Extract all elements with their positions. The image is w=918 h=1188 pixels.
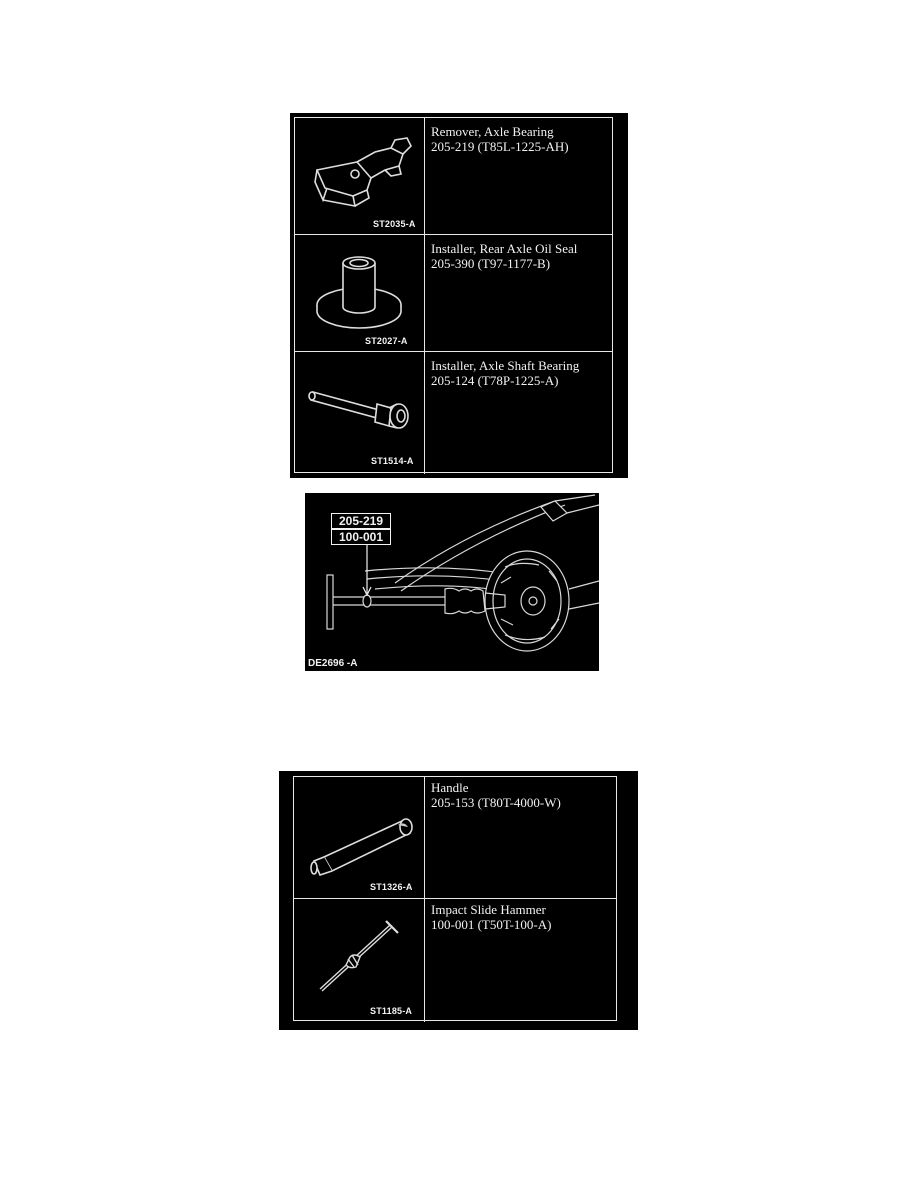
tool-callout: 205-219 <box>331 513 391 529</box>
tool-row <box>295 352 612 474</box>
illustration-code: ST2027-A <box>365 336 408 346</box>
tool-number: 205-390 (T97-1177-B) <box>431 256 551 271</box>
tool-description <box>425 777 616 898</box>
tool-callout: 100-001 <box>331 529 391 545</box>
tool-illustration-cell <box>295 235 425 351</box>
tool-row <box>294 899 616 1022</box>
illustration-code: ST1514-A <box>371 456 414 466</box>
tool-number: 205-219 (T85L-1225-AH) <box>431 139 569 154</box>
tool-description <box>425 118 612 234</box>
tool-row <box>295 235 612 352</box>
tool-name: Remover, Axle Bearing <box>431 124 554 139</box>
special-tools-table-1 <box>290 113 628 478</box>
oil-seal-installer-icon <box>295 235 425 352</box>
tool-illustration-cell <box>294 777 425 898</box>
slide-hammer-icon <box>294 899 425 1022</box>
tool-row <box>294 777 616 899</box>
illustration-code: ST1185-A <box>370 1006 413 1016</box>
axle-bearing-removal-figure <box>305 493 599 671</box>
tool-name: Installer, Rear Axle Oil Seal <box>431 241 578 256</box>
tool-row <box>295 118 612 235</box>
handle-icon <box>294 777 425 899</box>
tool-number: 100-001 (T50T-100-A) <box>431 917 552 932</box>
illustration-code: ST1326-A <box>370 882 413 892</box>
axle-bearing-remover-icon <box>295 118 425 235</box>
tool-name: Installer, Axle Shaft Bearing <box>431 358 580 373</box>
tool-illustration-cell <box>295 118 425 234</box>
tool-illustration-cell <box>294 899 425 1022</box>
tool-illustration-cell <box>295 352 425 474</box>
tool-description <box>425 235 612 351</box>
figure-code: DE2696 -A <box>308 658 358 669</box>
tool-name: Handle <box>431 780 469 795</box>
illustration-code: ST2035-A <box>373 219 416 229</box>
tool-description <box>425 899 616 1022</box>
tool-description <box>425 352 612 474</box>
special-tools-table-2 <box>279 771 638 1030</box>
tool-number: 205-124 (T78P-1225-A) <box>431 373 559 388</box>
tool-number: 205-153 (T80T-4000-W) <box>431 795 561 810</box>
tool-name: Impact Slide Hammer <box>431 902 546 917</box>
